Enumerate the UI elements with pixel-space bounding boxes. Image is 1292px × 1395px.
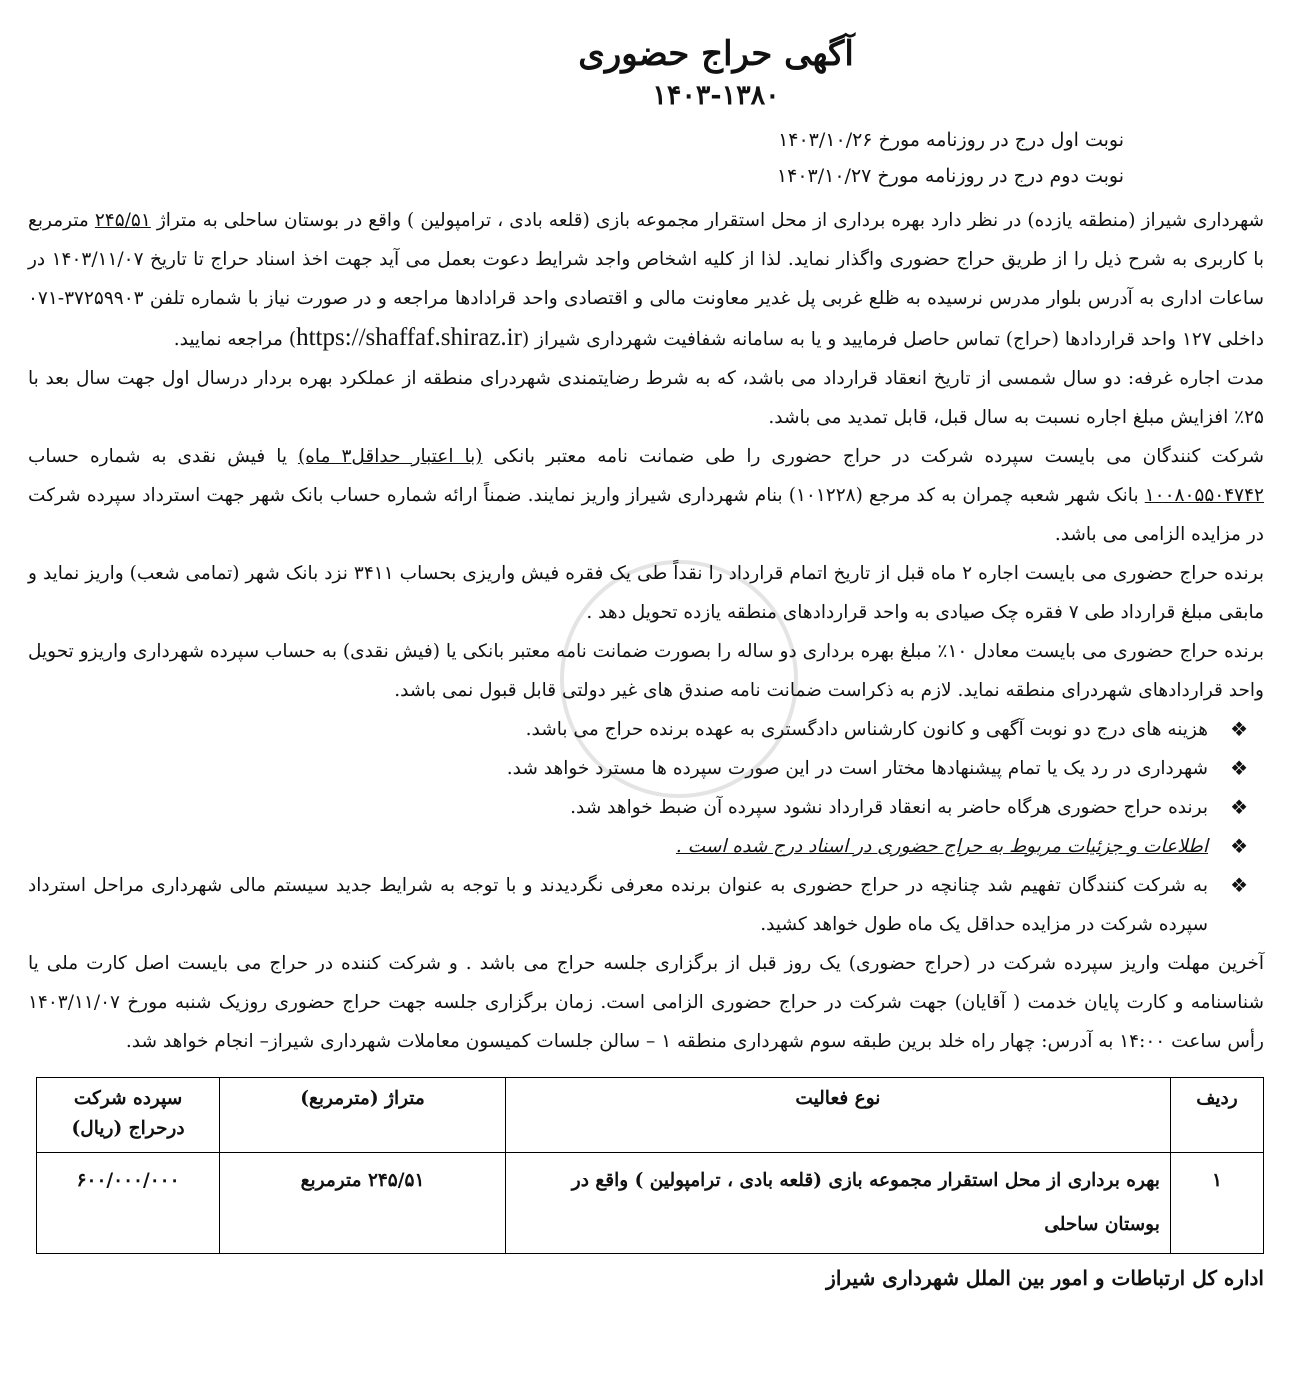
table-header-row [37,1078,1264,1153]
list-item [28,749,1264,788]
cell-activity: بهره برداری از محل استقرار مجموعه بازی (قلعه بادی ، ترامپولین ) واقع در بوستان ساحلی [505,1153,1170,1254]
conditions-list [28,710,1264,944]
diamond-bullet-icon: ❖ [1230,834,1248,858]
header-row-number: ردیف [1170,1078,1263,1153]
header-area: متراژ (مترمربع) [220,1078,506,1153]
winner-payment-paragraph: برنده حراج حضوری می بایست اجاره ۲ ماه قبل از تاریخ اتمام قرارداد را نقداً طی یک فقره فیش واریزی بحساب ۳۴۱۱ نزد بانک شهر (تمامی شعب) واریز نماید و مابقی مبلغ قرارداد طی ۷ فقره چک صیادی به واحد قراردادهای منطقه یازده تحویل دهد . [28,563,1264,623]
cell-row-number: ۱ [1170,1153,1263,1254]
first-publish-date: نوبت اول درج در روزنامه مورخ ۱۴۰۳/۱۰/۲۶ [778,129,1124,151]
list-item [28,710,1264,749]
transparency-link[interactable]: https://shaffaf.shiraz.ir [296,324,522,351]
condition-text: برنده حراج حضوری هرگاه حاضر به انعقاد قرارداد نشود سپرده آن ضبط خواهد شد. [570,797,1208,818]
cell-deposit: ۶۰۰/۰۰۰/۰۰۰ [37,1153,220,1254]
header-deposit: سپرده شرکت درحراج (ریال) [37,1078,220,1153]
deadline-paragraph: آخرین مهلت واریز سپرده شرکت در (حراج حضوری) یک روز قبل از برگزاری جلسه حراج می باشد . و شرکت کننده در حراج می بایست اصل کارت ملی یا شناسنامه و کارت پایان خدمت ( آقایان) جهت شرکت در حراج حضوری الزامی است. زمان برگزاری جلسه جهت حراج حضوری روزیک شنبه مورخ ۱۴۰۳/۱۱/۰۷ رأس ساعت ۱۴:۰۰ به آدرس: چهار راه خلد برین طبقه سوم شهرداری منطقه ۱ – سالن جلسات کمیسون معاملات شهرداری شیراز– انجام خواهد شد. [28,953,1264,1052]
intro-text-1: شهرداری شیراز (منطقه یازده) در نظر دارد بهره برداری از محل استقرار مجموعه بازی (قلعه بادی ، ترامپولین ) واقع در بوستان ساحلی به متراژ [150,210,1265,231]
intro-text-3: ) مراجعه نمایید. [173,329,297,350]
deposit-text-1: شرکت کنندگان می بایست سپرده شرکت در حراج حضوری را طی ضمانت نامه معتبر بانکی [482,446,1264,467]
header-activity: نوع فعالیت [505,1078,1170,1153]
list-item [28,788,1264,827]
deposit-account: ۱۰۰۸۰۵۵۰۴۷۴۲ [1144,485,1264,506]
winner-guarantee-paragraph: برنده حراج حضوری می بایست معادل ۱۰٪ مبلغ بهره برداری دو ساله را بصورت ضمانت نامه معتبر بانکی یا (فیش نقدی) به حساب سپرده شهرداری واریزو تحویل واحد قراردادهای شهردرای منطقه نماید. لازم به ذکراست ضمانت نامه صندق های غیر دولتی قابل قبول نمی باشد. [28,641,1264,701]
diamond-bullet-icon: ❖ [1230,756,1248,780]
deposit-paragraph [28,437,1264,554]
diamond-bullet-icon: ❖ [1230,873,1248,897]
diamond-bullet-icon: ❖ [1230,717,1248,741]
deposit-validity: (با اعتبار حداقل۳ ماه) [298,446,483,467]
deposit-text-2: یا فیش نقدی به شماره حساب [28,446,299,467]
publisher-footer: اداره کل ارتباطات و امور بین الملل شهرداری شیراز [826,1266,1264,1290]
lease-term-paragraph: مدت اجاره غرفه: دو سال شمسی از تاریخ انعقاد قرارداد می باشد، که به شرط رضایتمندی شهردرای منطقه از عملکرد بهره بردار درسال اول جهت سال بعد با ۲۵٪ افزایش مبلغ اجاره نسبت به سال قبل، قابل تمدید می باشد. [28,368,1264,428]
list-item [28,866,1264,944]
condition-text: اطلاعات و جزئیات مربوط به حراج حضوری در اسناد درج شده است . [675,836,1208,857]
cell-area: ۲۴۵/۵۱ مترمربع [220,1153,506,1254]
auction-table [36,1077,1264,1254]
intro-paragraph [28,201,1264,359]
page-title: آگهی حراج حضوری [578,34,854,74]
deposit-text-3: بانک شهر شعبه چمران به کد مرجع (۱۰۱۲۲۸) بنام شهرداری شیراز واریز نمایند. ضمناً ارائه شماره حساب بانک شهر جهت استرداد سپرده شرکت در مزایده الزامی می باشد. [28,485,1264,545]
condition-text: شهرداری در رد یک یا تمام پیشنهادها مختار است در این صورت سپرده ها مسترد خواهد شد. [506,758,1208,779]
condition-text: هزینه های درج دو نوبت آگهی و کانون کارشناس دادگستری به عهده برنده حراج می باشد. [525,719,1208,740]
condition-text: به شرکت کنندگان تفهیم شد چنانچه در حراج حضوری به عنوان برنده معرفی نگردیدند و با توجه به شرایط جدید سیستم مالی شهرداری مراحل استرداد سپرده شرکت در مزایده حداقل یک ماه طول خواهد کشید. [28,875,1208,935]
diamond-bullet-icon: ❖ [1230,795,1248,819]
notice-page [28,20,1264,1290]
intro-text-2: مترمربع با کاربری به شرح ذیل را از طریق حراج حضوری واگذار نماید. لذا از کلیه اشخاص واجد شرایط دعوت بعمل می آید جهت اخذ اسناد حراج تا تاریخ ۱۴۰۳/۱۱/۰۷ در ساعات اداری به آدرس بلوار مدرس نرسیده به ظلع غربی پل غدیر معاونت مالی و اقتصادی واحد قرادادها مراجعه و در صورت نیاز با شماره تلفن ۳۷۲۵۹۹۰۳-۰۷۱ داخلی ۱۲۷ واحد قراردادها (حراج) تماس حاصل فرمایید و یا به سامانه شفافیت شهرداری شیراز ( [28,210,1264,350]
second-publish-date: نوبت دوم درج در روزنامه مورخ ۱۴۰۳/۱۰/۲۷ [776,165,1124,187]
intro-area: ۲۴۵/۵۱ [94,210,151,231]
list-item [28,827,1264,866]
table-row [37,1153,1264,1254]
notice-number: ۱۴۰۳-۱۳۸۰ [652,80,780,111]
